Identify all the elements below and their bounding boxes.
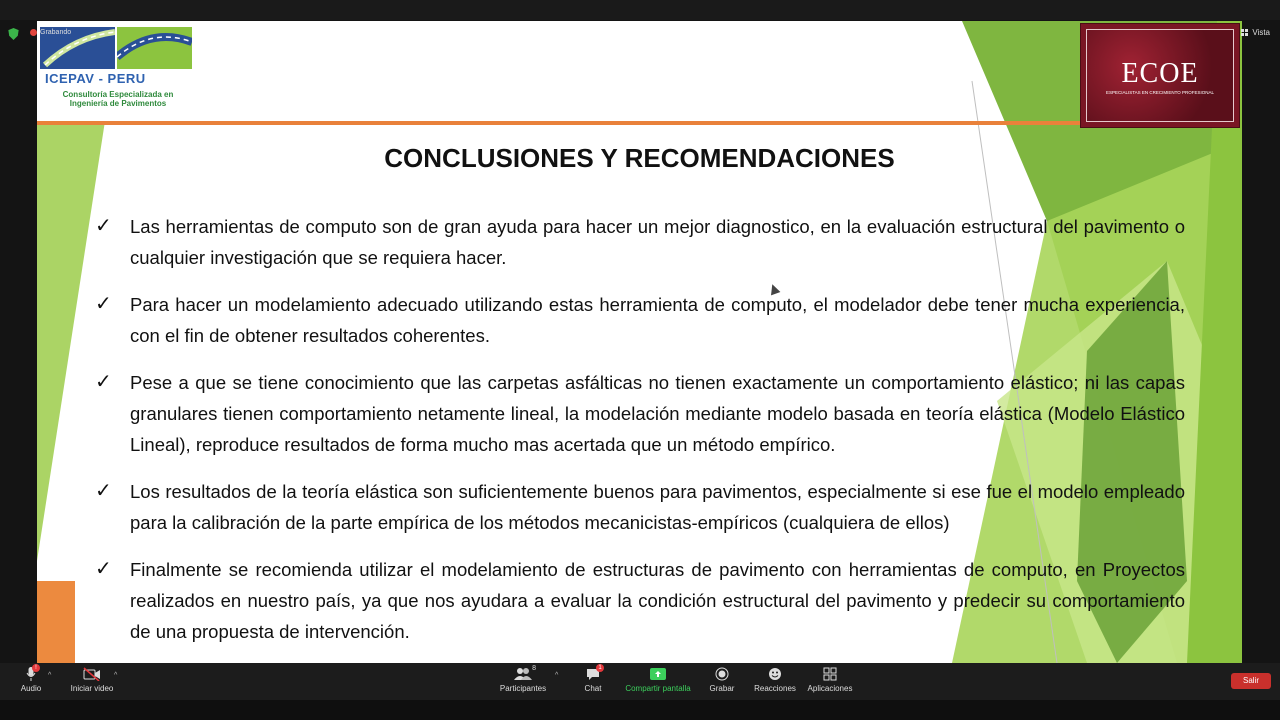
video-label: Iniciar video [70,684,114,693]
participants-label: Participantes [499,684,547,693]
bullet-text: Finalmente se recomienda utilizar el modelamiento de estructuras de pavimento con herramientas de computo, en Proyectos realizados en nuestro país, ya que nos ayudara a evaluar la condición estructural del pavimento y predecir su comportamiento de una propuesta de intervención. [130,559,1185,642]
list-item [95,476,1185,538]
bottom-strip [0,700,1280,720]
bullet-list [95,211,1185,663]
chat-button[interactable] [558,667,628,693]
reactions-label: Reacciones [754,684,796,693]
participants-button[interactable] [488,667,558,693]
view-button[interactable] [1241,28,1270,37]
meeting-toolbar [0,663,1280,700]
share-screen-button[interactable] [623,667,693,693]
share-screen-icon [650,667,666,681]
ecoe-logo-tagline: ESPECIALISTAS EN CRECIMIENTO PROFESIONAL [1105,90,1215,95]
logo-tile-green [117,27,192,69]
slide-title: CONCLUSIONES Y RECOMENDACIONES [384,143,895,173]
participants-icon [510,667,536,681]
record-label: Grabar [709,684,735,693]
window-top-bar [0,0,1280,20]
bullet-text: Pese a que se tiene conocimiento que las carpetas asfálticas no tienen exactamente un comportamiento elástico; ni las capas granulares tienen comportamiento netamente lineal, la modelación mediante modelo basada en teoría elástica (Modelo Elástico Lineal), reproduce resultados de forma mucho mas acertada que un método empírico. [130,372,1185,455]
list-item [95,211,1185,273]
checkmark-icon: ✓ [95,215,112,237]
chat-badge: 1 [596,664,604,672]
ecoe-logo-word: ECOE [1121,58,1199,89]
video-off-icon [83,667,101,681]
record-icon [715,667,729,681]
checkmark-icon: ✓ [95,371,112,393]
grid-view-icon [1241,29,1249,37]
audio-caret-icon[interactable]: ^ [48,672,52,679]
audio-alert-badge: ! [32,664,40,672]
checkmark-icon: ✓ [95,558,112,580]
bullet-text: Las herramientas de computo son de gran ayuda para hacer un mejor diagnostico, en la evaluación estructural del pavimento o cualquier investigación que se requiera hacer. [130,216,1185,268]
chat-icon [586,667,600,681]
bullet-text: Para hacer un modelamiento adecuado utilizando estas herramienta de computo, el modelador debe tener mucha experiencia, con el fin de obtener resultados coherentes. [130,294,1185,346]
apps-label: Aplicaciones [807,684,853,693]
logo-subtitle: Consultoría Especializada en Ingeniería de Pavimentos [62,90,174,108]
bullet-text: Los resultados de la teoría elástica son suficientemente buenos para pavimentos, especialmente si ese fue el modelo empleado para la calibración de la parte empírica de los métodos mecanicistas-empíricos (cualquiera de ellos) [130,481,1185,533]
share-label: Compartir pantalla [625,684,691,693]
participants-count: 8 [532,665,536,672]
header-divider [37,121,1082,125]
participants-caret-icon[interactable]: ^ [555,672,559,679]
apps-button[interactable] [795,667,865,693]
start-video-button[interactable] [57,667,127,693]
chat-label: Chat [584,684,602,693]
list-item [95,554,1185,647]
logo-brand-text: ICEPAV - PERU [45,71,146,86]
orange-accent-block [37,581,75,663]
video-caret-icon[interactable]: ^ [114,672,118,679]
microphone-icon [26,667,36,681]
ecoe-logo [1080,23,1240,128]
audio-label: Audio [20,684,42,693]
view-label: Vista [1252,28,1270,37]
ecoe-logo-frame [1086,29,1234,122]
list-item [95,367,1185,460]
apps-icon [823,667,837,681]
list-item [95,289,1185,351]
recording-indicator[interactable] [30,29,71,36]
checkmark-icon: ✓ [95,480,112,502]
presentation-slide [37,21,1242,663]
shield-icon [8,28,19,40]
leave-button[interactable]: Salir [1231,673,1271,689]
record-dot-icon [30,29,37,36]
checkmark-icon: ✓ [95,293,112,315]
smiley-icon [768,667,782,681]
recording-label: Grabando [40,29,72,36]
